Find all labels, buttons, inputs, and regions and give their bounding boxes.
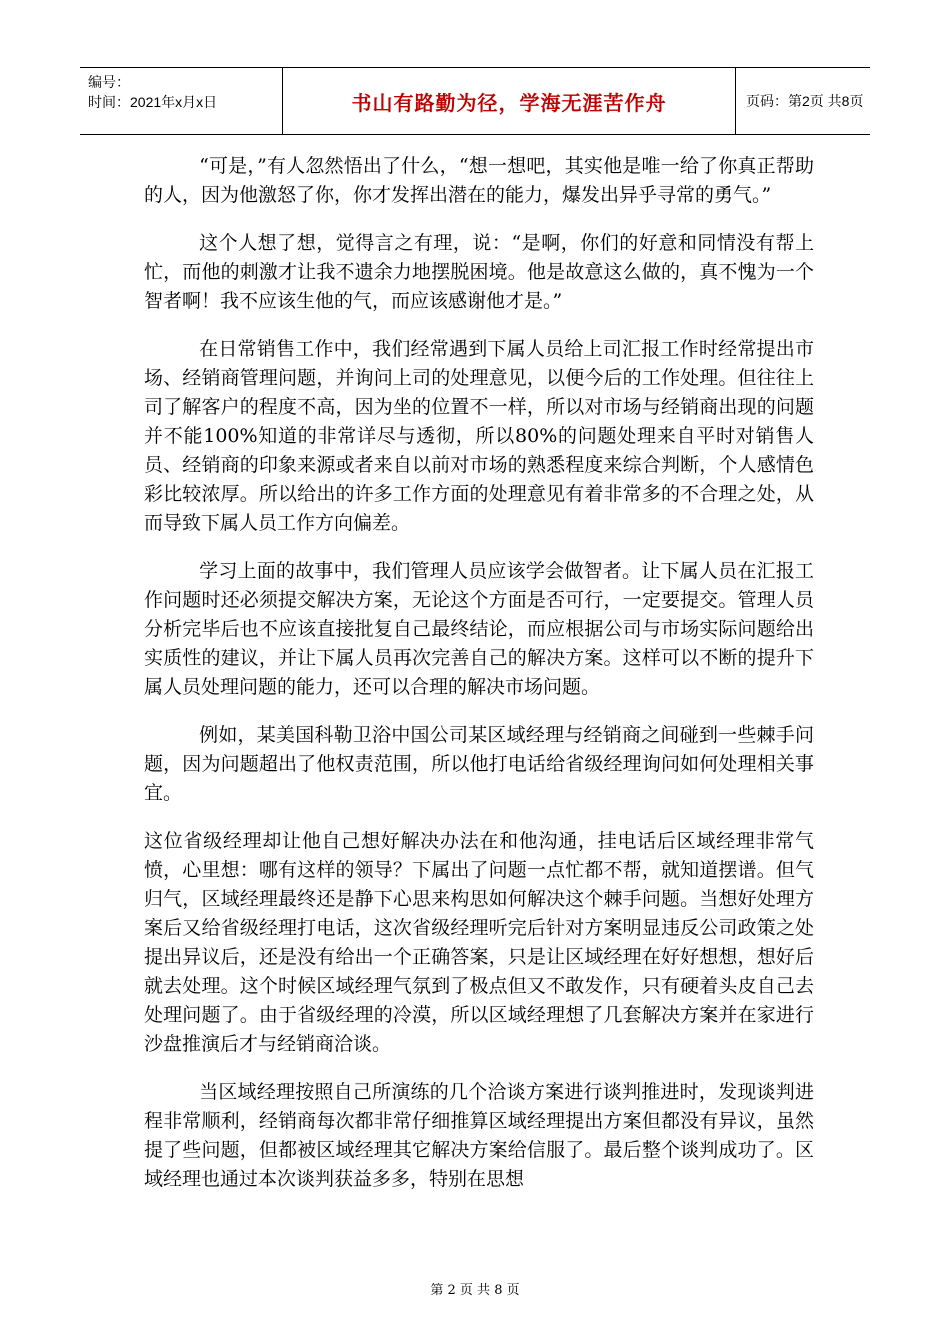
paragraph-1: “可是，”有人忽然悟出了什么，“想一想吧，其实他是唯一给了你真正帮助的人，因为他激怒了你，你才发挥出潜在的能力，爆发出异乎寻常的勇气。” [144, 155, 814, 206]
paragraph-5: 例如，某美国科勒卫浴中国公司某区域经理与经销商之间碰到一些棘手问题，因为问题超出了他权责范围，所以他打电话给省级经理询问如何处理相关事宜。 [144, 724, 814, 804]
page-header [80, 67, 870, 135]
paragraph-7: 当区域经理按照自己所演练的几个洽谈方案进行谈判推进时，发现谈判进程非常顺利，经销商每次都非常仔细推算区域经理提出方案但都没有异议，虽然提了些问题，但都被区域经理其它解决方案给信服了。最后整个谈判成功了。区域经理也通过本次谈判获益多多，特别在思想 [144, 1081, 814, 1190]
header-motto: 书山有路勤为径，学海无涯苦作舟 [351, 90, 667, 115]
document-time-label: 时间：2021年x月x日 [88, 94, 218, 110]
paragraph-2: 这个人想了想，觉得言之有理，说：“是啊，你们的好意和同情没有帮上忙，而他的刺激才让我不遗余力地摆脱困境。他是故意这么做的，真不愧为一个智者啊！我不应该生他的气，而应该感谢他才是。” [144, 232, 814, 312]
page-footer: 第 2 页 共 8 页 [430, 1283, 520, 1298]
paragraph-4: 学习上面的故事中，我们管理人员应该学会做智者。让下属人员在汇报工作问题时还必须提交解决方案，无论这个方面是否可行，一定要提交。管理人员分析完毕后也不应该直接批复自己最终结论，而应根据公司与市场实际问题给出实质性的建议，并让下属人员再次完善自己的解决方案。这样可以不断的提升下属人员处理问题的能力，还可以合理的解决市场问题。 [144, 560, 814, 698]
document-body [144, 152, 814, 1213]
paragraph-6: 这位省级经理却让他自己想好解决办法在和他沟通，挂电话后区域经理非常气愤，心里想：哪有这样的领导？下属出了问题一点忙都不帮，就知道摆谱。但气归气，区域经理最终还是静下心思来构思如何解决这个棘手问题。当想好处理方案后又给省级经理打电话，这次省级经理听完后针对方案明显违反公司政策之处提出异议后，还是没有给出一个正确答案，只是让区域经理在好好想想，想好后就去处理。这个时候区域经理气氛到了极点但又不敢发作，只有硬着头皮自己去处理问题了。由于省级经理的冷漠，所以区域经理想了几套解决方案并在家进行沙盘推演后才与经销商洽谈。 [144, 830, 814, 1055]
document-number-label: 编号： [88, 74, 130, 90]
header-page-info: 页码：第2页 共8页 [746, 93, 864, 109]
header-motto-cell [282, 68, 736, 134]
paragraph-3: 在日常销售工作中，我们经常遇到下属人员给上司汇报工作时经常提出市场、经销商管理问题，并询问上司的处理意见，以便今后的工作处理。但往往上司了解客户的程度不高，因为坐的位置不一样，所以对市场与经销商出现的问题并不能100%知道的非常详尽与透彻，所以80%的问题处理来自平时对销售人员、经销商的印象来源或者来自以前对市场的熟悉程度来综合判断，个人感情色彩比较浓厚。所以给出的许多工作方面的处理意见有着非常多的不合理之处，从而导致下属人员工作方向偏差。 [144, 338, 814, 534]
header-meta [80, 68, 282, 134]
